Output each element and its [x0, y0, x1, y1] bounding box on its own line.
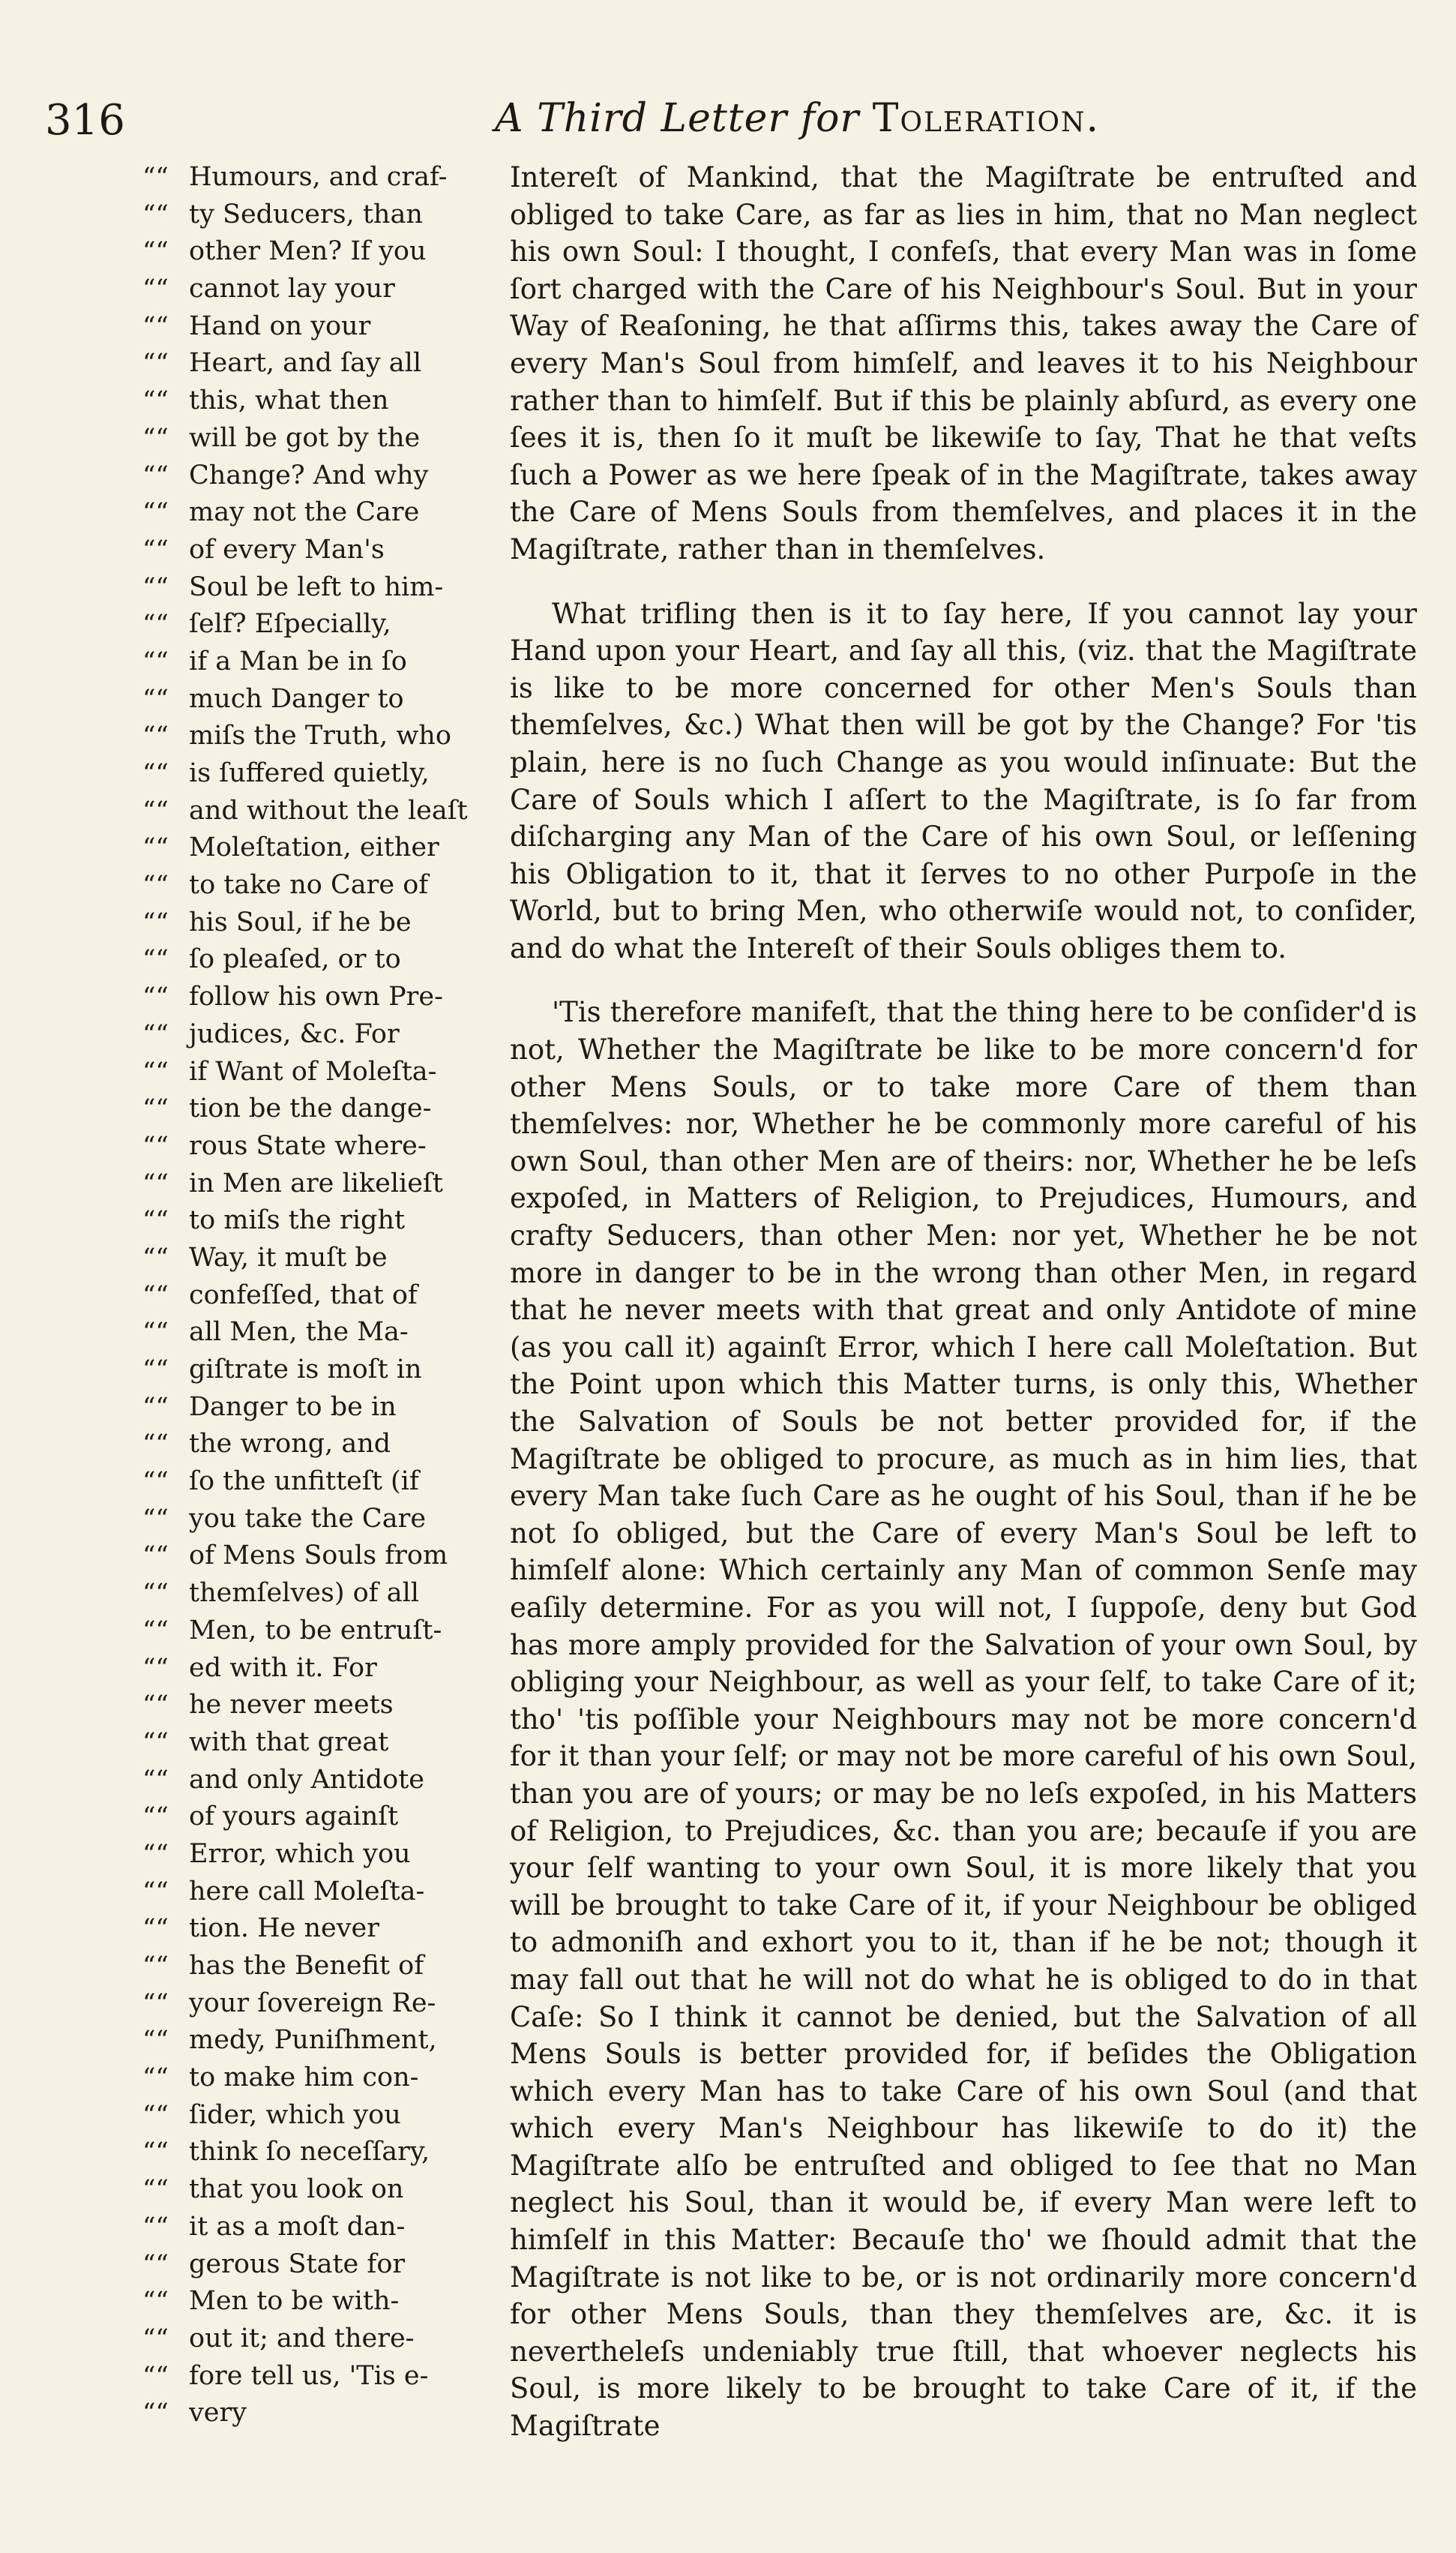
quoted-line — [45, 2246, 487, 2284]
quotation-mark: ““ — [142, 1690, 169, 1720]
quotation-mark: ““ — [142, 1094, 169, 1124]
quotation-mark: ““ — [142, 1354, 169, 1384]
quoted-line — [45, 904, 487, 942]
quoted-line-text: Way, it muſt be — [189, 1242, 388, 1273]
quotation-mark: ““ — [142, 1578, 169, 1609]
quoted-line-text: ed with it. For — [189, 1652, 377, 1683]
quotation-mark: ““ — [142, 1317, 169, 1348]
quoted-line — [45, 159, 487, 196]
quotation-mark: ““ — [142, 1168, 169, 1198]
quoted-line — [45, 718, 487, 755]
quotation-mark: ““ — [142, 1615, 169, 1646]
quotation-mark: ““ — [142, 534, 169, 565]
quoted-line — [45, 1612, 487, 1650]
quotation-mark: ““ — [142, 2174, 169, 2205]
quoted-line-text: much Danger to — [189, 683, 404, 714]
quoted-line — [45, 420, 487, 458]
quoted-line — [45, 494, 487, 532]
quoted-line — [45, 1762, 487, 1799]
quoted-line — [45, 345, 487, 382]
quoted-line-text: Soul be left to him- — [189, 572, 444, 602]
quotation-mark: ““ — [142, 199, 169, 230]
quotation-mark: ““ — [142, 907, 169, 938]
quoted-line-text: Danger to be in — [189, 1391, 397, 1422]
quoted-line-text: medy, Puniſhment, — [189, 2025, 437, 2056]
quotation-mark: ““ — [142, 2323, 169, 2354]
quotation-mark: ““ — [142, 982, 169, 1012]
quoted-line-text: Humours, and craf- — [189, 162, 448, 192]
running-title-italic: A Third Letter for — [495, 96, 860, 141]
quotation-mark: ““ — [142, 348, 169, 379]
quotation-mark: ““ — [142, 1242, 169, 1273]
quoted-line — [45, 1352, 487, 1389]
quotation-mark: ““ — [142, 2360, 169, 2391]
quotation-mark: ““ — [142, 2398, 169, 2428]
quoted-line-text: judices, &c. For — [189, 1018, 400, 1049]
quoted-line — [45, 1910, 487, 1948]
quoted-line — [45, 1090, 487, 1128]
quotation-mark: ““ — [142, 274, 169, 304]
quoted-line — [45, 1538, 487, 1575]
quotation-mark: ““ — [142, 1540, 169, 1571]
quoted-line-text: very — [189, 2398, 247, 2428]
quoted-line — [45, 1985, 487, 2023]
quoted-line-text: and only Antidote — [189, 1764, 424, 1795]
quoted-line-text: his Soul, if he be — [189, 907, 412, 938]
quoted-line — [45, 1948, 487, 1985]
quotation-mark: ““ — [142, 572, 169, 602]
quotation-mark: ““ — [142, 1280, 169, 1310]
quoted-line-text: it as a moſt dan- — [189, 2211, 406, 2242]
quoted-line-text: tion. He never — [189, 1913, 379, 1944]
quoted-line-text: to miſs the right — [189, 1205, 406, 1236]
quoted-line-text: will be got by the — [189, 422, 421, 453]
quoted-line-text: Moleſtation, either — [189, 832, 439, 863]
quotation-mark: ““ — [142, 2062, 169, 2093]
quoted-line — [45, 644, 487, 681]
quotation-mark: ““ — [142, 1018, 169, 1049]
quoted-line-text: fore tell us, 'Tis e- — [189, 2360, 429, 2391]
quoted-line — [45, 1650, 487, 1688]
quoted-line — [45, 2134, 487, 2171]
quoted-line-text: he never meets — [189, 1690, 394, 1720]
quoted-line-text: of Mens Souls from — [189, 1540, 448, 1571]
quotation-mark: ““ — [142, 1726, 169, 1757]
quoted-line-text: Change? And why — [189, 460, 429, 490]
quoted-line-text: ſider, which you — [189, 2099, 401, 2130]
quoted-line — [45, 2209, 487, 2246]
quoted-line-text: of every Man's — [189, 534, 385, 565]
quoted-line — [45, 2022, 487, 2060]
quoted-line — [45, 2171, 487, 2209]
quotation-mark: ““ — [142, 1391, 169, 1422]
quoted-line — [45, 532, 487, 569]
quoted-line — [45, 569, 487, 607]
quoted-line-text: of yours againſt — [189, 1802, 399, 1832]
quoted-line — [45, 1128, 487, 1166]
quoted-line — [45, 2060, 487, 2097]
quotation-mark: ““ — [142, 1988, 169, 2018]
quoted-line-text: that you look on — [189, 2174, 404, 2205]
left-quoted-column — [45, 159, 487, 2432]
quoted-line-text: to make him con- — [189, 2062, 419, 2093]
quoted-line-text: rous State where- — [189, 1130, 427, 1161]
quotation-mark: ““ — [142, 758, 169, 788]
quotation-mark: ““ — [142, 386, 169, 416]
quoted-line — [45, 1277, 487, 1315]
quoted-line-text: ſelf? Eſpecially, — [189, 609, 391, 640]
quoted-line-text: giſtrate is moſt in — [189, 1354, 422, 1384]
quoted-line — [45, 308, 487, 346]
quoted-line-text: gerous State for — [189, 2248, 406, 2279]
quoted-line — [45, 1724, 487, 1762]
quoted-line — [45, 1166, 487, 1203]
running-header — [45, 96, 1410, 156]
quoted-line-text: ty Seducers, than — [189, 199, 423, 230]
quoted-line — [45, 1836, 487, 1874]
quoted-line-text: if Want of Moleſta- — [189, 1056, 437, 1087]
quoted-line — [45, 1463, 487, 1501]
quoted-line — [45, 1314, 487, 1352]
quotation-mark: ““ — [142, 1056, 169, 1087]
quoted-line — [45, 941, 487, 979]
quoted-line-text: ſo the unfitteſt (if — [189, 1466, 419, 1497]
body-paragraph: 'Tis therefore manifeſt, that the thing here to be conſider'd is not, Whether the Magiſtrate be like to be more concern'd for other Mens Souls, or to take more Care of them than themſelves: nor, Whether he be commonly more careful of his own Soul, than other Men are of theirs: nor, Whether he be leſs expoſed, in Matters of Religion, to Prejudices, Humours, and crafty Seducers, than other Men: nor yet, Whether he be not more in danger to be in the wrong than other Men, in regard that he never meets with that great and only Antidote of mine (as you call it) againſt Error, which I here call Moleſtation. But the Point upon which this Matter turns, is only this, Whether the Salvation of Souls be not better provided for, if the Magiſtrate be obliged to procure, as much as in him lies, that every Man take ſuch Care as he ought of his Soul, than if he be not ſo obliged, but the Care of every Man's Soul be left to himſelf alone: Which certainly any Man of common Senſe may eaſily determine. For as you will not, I ſuppoſe, deny but God has more amply provided for the Salvation of your own Soul, by obliging your Neighbour, as well as your ſelf, to take Care of it; tho' 'tis poſſible your Neighbours may not be more concern'd for it than your ſelf; or may not be more careful of his own Soul, than you are of yours; or may be no leſs expoſed, in his Matters of Religion, to Prejudices, &c. than you are; becauſe if you are your ſelf wanting to your own Soul, it is more likely that you will be brought to take Care of it, if your Neighbour be obliged to admoniſh and exhort you to it, than if he be not; though it may fall out that he will not do what he is obliged to do in that Caſe: So I think it cannot be denied, but the Salvation of all Mens Souls is better provided for, if beſides the Obligation which every Man has to take Care of his own Soul (and that which every Man's Neighbour has likewiſe to do it) the Magiſtrate alſo be entruſted and obliged to ſee that no Man neglect his Soul, than it would be, if every Man were left to himſelf in this Matter: Becauſe tho' we ſhould admit that the Magiſtrate is not like to be, or is not ordinarily more concern'd for other Mens Souls, than they themſelves are, &c. it is nevertheleſs undeniably true ſtill, that whoever neglects his Soul, is more likely to be brought to take Care of it, if the Magiſtrate — [510, 996, 1417, 2443]
quotation-mark: ““ — [142, 2025, 169, 2056]
quoted-line — [45, 1426, 487, 1463]
quotation-mark: ““ — [142, 1503, 169, 1534]
page-number: 316 — [45, 96, 125, 145]
quoted-line — [45, 830, 487, 867]
quoted-line — [45, 793, 487, 830]
quoted-line-text: the wrong, and — [189, 1429, 391, 1460]
quotation-mark: ““ — [142, 2211, 169, 2242]
quoted-line — [45, 2358, 487, 2396]
quotation-mark: ““ — [142, 1429, 169, 1460]
quoted-line — [45, 1575, 487, 1612]
quoted-line — [45, 979, 487, 1016]
quoted-line-text: may not the Care — [189, 497, 420, 528]
quotation-mark: ““ — [142, 1802, 169, 1832]
quoted-line — [45, 458, 487, 495]
quoted-line — [45, 1016, 487, 1054]
quoted-line-text: themſelves) of all — [189, 1578, 420, 1609]
quoted-line-text: think ſo neceſſary, — [189, 2137, 430, 2168]
quotation-mark: ““ — [142, 2248, 169, 2279]
quoted-line-text: other Men? If you — [189, 236, 427, 267]
quotation-mark: ““ — [142, 497, 169, 528]
quoted-line — [45, 1798, 487, 1836]
quotation-mark: ““ — [142, 2137, 169, 2168]
quotation-mark: ““ — [142, 683, 169, 714]
quoted-line — [45, 606, 487, 644]
quotation-mark: ““ — [142, 646, 169, 676]
quoted-line-text: you take the Care — [189, 1503, 427, 1534]
quoted-line — [45, 1240, 487, 1277]
quoted-line-text: out it; and there- — [189, 2323, 415, 2354]
quoted-line — [45, 867, 487, 904]
quotation-mark: ““ — [142, 460, 169, 490]
quotation-mark: ““ — [142, 609, 169, 640]
quoted-line-text: Heart, and ſay all — [189, 348, 422, 379]
quoted-line — [45, 1687, 487, 1724]
quoted-line — [45, 1202, 487, 1240]
quotation-mark: ““ — [142, 2286, 169, 2317]
quoted-line — [45, 196, 487, 234]
quoted-line-text: and without the leaſt — [189, 795, 468, 826]
quoted-line — [45, 755, 487, 793]
quotation-mark: ““ — [142, 162, 169, 192]
quoted-line-text: tion be the dange- — [189, 1094, 432, 1124]
quoted-line-text: ſo pleaſed, or to — [189, 944, 401, 975]
quotation-mark: ““ — [142, 1205, 169, 1236]
quotation-mark: ““ — [142, 1652, 169, 1683]
quoted-line — [45, 2395, 487, 2432]
quotation-mark: ““ — [142, 832, 169, 863]
quotation-mark: ““ — [142, 1466, 169, 1497]
quoted-line-text: follow his own Pre- — [189, 982, 443, 1012]
quotation-mark: ““ — [142, 422, 169, 453]
quoted-line-text: with that great — [189, 1726, 389, 1757]
quotation-mark: ““ — [142, 721, 169, 752]
quotation-mark: ““ — [142, 944, 169, 975]
quoted-line — [45, 1501, 487, 1538]
quoted-line-text: has the Benefit of — [189, 1951, 424, 1981]
quoted-line-text: all Men, the Ma- — [189, 1317, 409, 1348]
quotation-mark: ““ — [142, 236, 169, 267]
quoted-line-text: miſs the Truth, who — [189, 721, 451, 752]
quoted-line — [45, 233, 487, 271]
quoted-line — [45, 2320, 487, 2358]
quoted-line-text: if a Man be in ſo — [189, 646, 407, 676]
quoted-line-text: this, what then — [189, 386, 389, 416]
quoted-line-text: cannot lay your — [189, 274, 395, 304]
quoted-line-text: in Men are likelieſt — [189, 1168, 443, 1198]
quoted-line — [45, 2283, 487, 2320]
quotation-mark: ““ — [142, 1951, 169, 1981]
quoted-line — [45, 271, 487, 308]
quoted-line-text: to take no Care of — [189, 870, 429, 901]
quotation-mark: ““ — [142, 1764, 169, 1795]
quoted-line — [45, 2097, 487, 2134]
quoted-line — [45, 1054, 487, 1091]
quotation-mark: ““ — [142, 1130, 169, 1161]
quoted-line-text: Hand on your — [189, 310, 371, 341]
quoted-line-text: is ſuffered quietly, — [189, 758, 430, 788]
running-title — [495, 96, 1100, 141]
quotation-mark: ““ — [142, 1838, 169, 1869]
running-title-caps: Toleration. — [872, 96, 1101, 141]
body-paragraph: What trifling then is it to ſay here, If you cannot lay your Hand upon your Heart, and ſay all this, (viz. that the Magiſtrate is like to be more concerned for other Men's Souls than themſelves, &c.) What then will be got by the Change? For 'tis plain, here is no ſuch Change as you would inſinuate: But the Care of Souls which I aſſert to the Magiſtrate, is ſo far from diſcharging any Man of the Care of his own Soul, or leſſening his Obligation to it, that it ſerves to no other Purpoſe in the World, but to bring Men, who otherwiſe would not, to conſider, and do what the Intereſt of their Souls obliges them to. — [510, 597, 1417, 964]
quoted-line-text: Men, to be entruſt- — [189, 1615, 442, 1646]
quoted-line-text: confeſſed, that of — [189, 1280, 418, 1310]
quoted-line — [45, 382, 487, 420]
quoted-line-text: here call Moleſta- — [189, 1876, 425, 1906]
quotation-mark: ““ — [142, 795, 169, 826]
quotation-mark: ““ — [142, 1876, 169, 1906]
body-paragraph: Intereſt of Mankind, that the Magiſtrate be entruſted and obliged to take Care, as far as lies in him, that no Man neglect his own Soul: I thought, I confeſs, that every Man was in ſome ſort charged with the Care of his Neighbour's Soul. But in your Way of Reaſoning, he that aſſirms this, takes away the Care of every Man's Soul from himſelf, and leaves it to his Neighbour rather than to himſelf. But if this be plainly abſurd, as every one ſees it is, then ſo it muſt be likewiſe to ſay, That he that veſts ſuch a Power as we here ſpeak of in the Magiſtrate, takes away the Care of Mens Souls from themſelves, and places it in the Magiſtrate, rather than in themſelves. — [510, 161, 1417, 566]
quotation-mark: ““ — [142, 2099, 169, 2130]
quoted-line — [45, 1874, 487, 1911]
quotation-mark: ““ — [142, 310, 169, 341]
quotation-mark: ““ — [142, 870, 169, 901]
quoted-line — [45, 681, 487, 718]
quoted-line — [45, 1389, 487, 1426]
main-text-column — [510, 159, 1417, 2472]
quotation-mark: ““ — [142, 1913, 169, 1944]
quoted-line-text: your ſovereign Re- — [189, 1988, 436, 2018]
quoted-line-text: Men to be with- — [189, 2286, 400, 2317]
quoted-line-text: Error, which you — [189, 1838, 411, 1869]
